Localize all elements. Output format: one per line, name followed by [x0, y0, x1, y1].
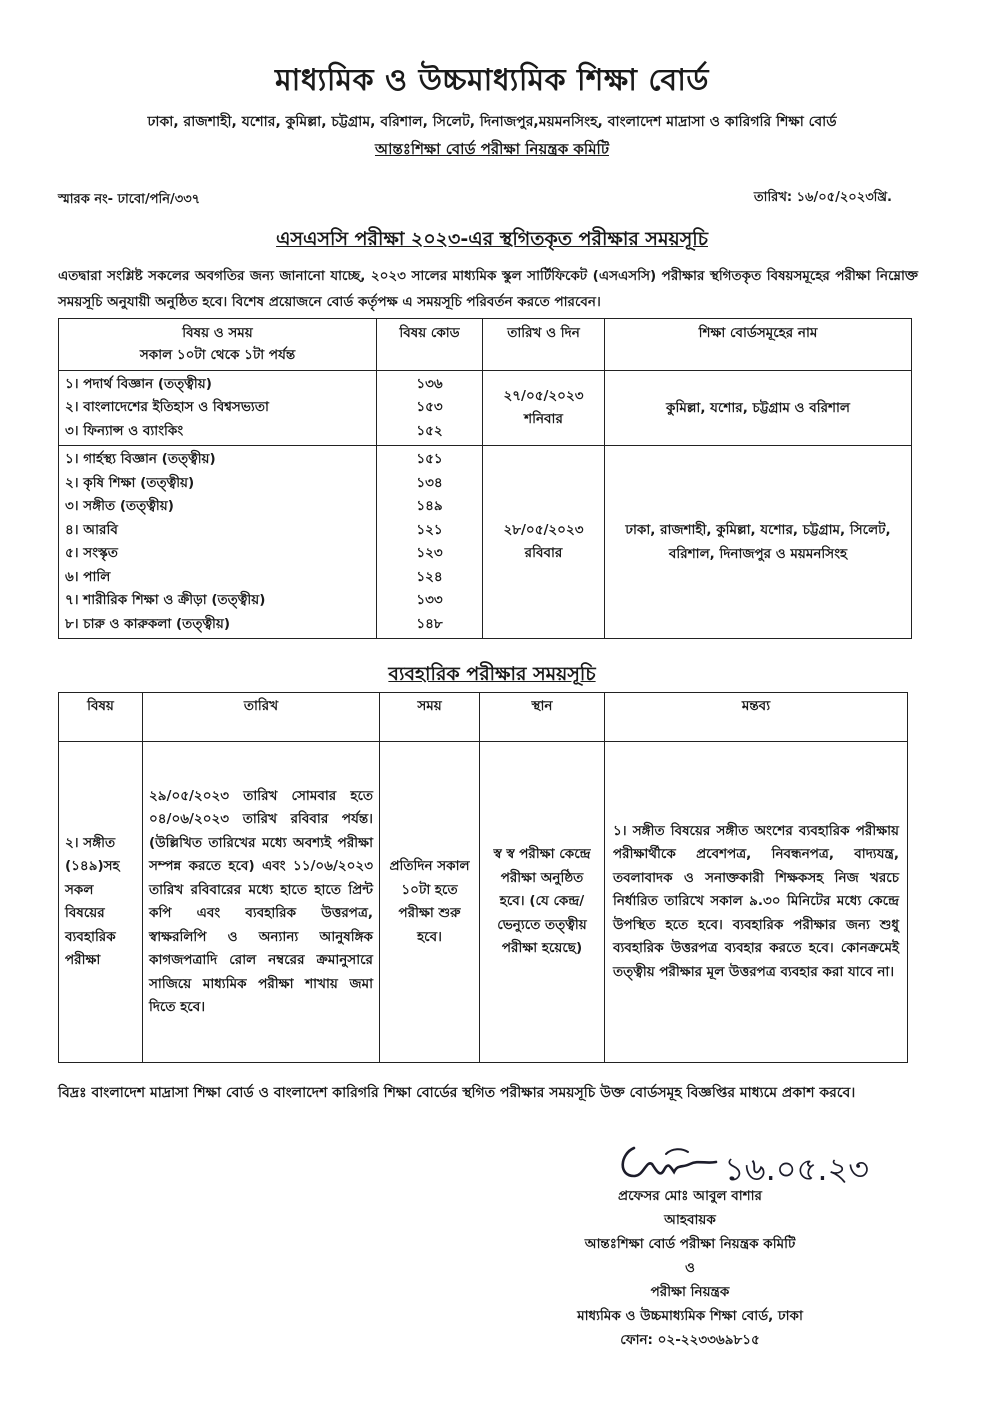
subject-item: ৬। পালি [65, 568, 111, 585]
schedule-row-2 [59, 446, 912, 639]
subject-item: ৩। সঙ্গীত (তত্ত্বীয়) [65, 498, 174, 514]
subject-code: ১৪৮ [416, 615, 443, 632]
schedule-row-1 [59, 371, 912, 446]
subject-item: ১। পদার্থ বিজ্ঞান (তত্ত্বীয়) [65, 375, 212, 392]
exam-date: ২৭/০৫/২০২৩ [503, 388, 584, 404]
header-remarks: মন্তব্য [605, 693, 908, 742]
subject-item: ৭। শারীরিক শিক্ষা ও ক্রীড়া (তত্ত্বীয়) [65, 592, 266, 608]
subject-item: ৩। ফিন্যান্স ও ব্যাংকিং [65, 422, 184, 439]
practical-schedule-table [58, 692, 908, 1063]
group1-subjects [59, 371, 377, 446]
exam-day: রবিবার [524, 545, 563, 561]
exam-day: শনিবার [524, 411, 563, 427]
practical-subject: ২। সঙ্গীত (১৪৯)সহ সকল বিষয়ের ব্যবহারিক পরীক্ষা [59, 742, 143, 1063]
signatory-and: ও [685, 1260, 695, 1276]
board-list: ঢাকা, রাজশাহী, যশোর, কুমিল্লা, চট্টগ্রাম, বরিশাল, সিলেট, দিনাজপুর,ময়মনসিংহ, বাংলাদেশ মাদ্রাসা ও কারিগরি শিক্ষা বোর্ড [147, 114, 837, 130]
practical-time: প্রতিদিন সকাল ১০টা হতে পরীক্ষা শুরু হবে। [380, 742, 480, 1063]
signatory-position: পরীক্ষা নিয়ন্ত্রক [650, 1284, 730, 1300]
notice-date: তারিখ: ১৬/০৫/২০২৩খ্রি. [753, 190, 892, 205]
group1-codes [377, 371, 483, 446]
subject-item: ১। গার্হস্থ্য বিজ্ঞান (তত্ত্বীয়) [65, 451, 216, 467]
group1-date-day [483, 371, 605, 446]
subject-code: ১৫২ [416, 422, 443, 439]
group2-subjects [59, 446, 377, 639]
header-subject-time: সকাল ১০টা থেকে ১টা পর্যন্ত [139, 347, 296, 363]
signature-block [430, 1184, 950, 1352]
subject-code: ১৩৬ [416, 375, 443, 392]
subject-item: ২। কৃষি শিক্ষা (তত্ত্বীয়) [65, 474, 195, 491]
practical-row [59, 742, 908, 1063]
practical-venue: স্ব স্ব পরীক্ষা কেন্দ্রে পরীক্ষা অনুষ্ঠিত হবে। (যে কেন্দ্র/ভেন্যুতে তত্ত্বীয় পরীক্ষা হয়েছে) [480, 742, 605, 1063]
subject-item: ৫। সংস্কৃত [65, 545, 118, 561]
header-subject [59, 319, 377, 371]
memo-number: স্মারক নং- ঢাবো/পনি/৩৩৭ [58, 192, 201, 207]
notice-intro: এতদ্বারা সংশ্লিষ্ট সকলের অবগতির জন্য জানানো যাচ্ছে, ২০২৩ সালের মাধ্যমিক স্কুল সার্টিফিকেট (এসএসসি) পরীক্ষার স্থগিতকৃত বিষয়সমূহের পরীক্ষা নিম্নোক্ত সময়সূচি অনুযায়ী অনুষ্ঠিত হবে। বিশেষ প্রয়োজনে বোর্ড কর্তৃপক্ষ এ সময়সূচি পরিবর্তন করতে পারবেন। [58, 268, 918, 310]
subject-code: ১৪৯ [416, 498, 443, 514]
group2-date-day [483, 446, 605, 639]
header-subject: বিষয় [59, 693, 143, 742]
subject-code: ১২১ [416, 521, 443, 538]
group2-boards: ঢাকা, রাজশাহী, কুমিল্লা, যশোর, চট্টগ্রাম, সিলেট, বরিশাল, দিনাজপুর ও ময়মনসিংহ [605, 446, 912, 639]
subject-code: ১২৪ [416, 568, 443, 585]
committee-name: আন্তঃশিক্ষা বোর্ড পরীক্ষা নিয়ন্ত্রক কমিটি [374, 140, 609, 158]
header-date-day: তারিখ ও দিন [483, 319, 605, 371]
practical-title: ব্যবহারিক পরীক্ষার সময়সূচি [388, 663, 596, 685]
signatory-phone: ফোন: ০২-২২৩৩৬৯৮১৫ [620, 1332, 760, 1348]
exam-date: ২৮/০৫/২০২৩ [503, 522, 584, 538]
header-subject-label: বিষয় ও সময় [182, 325, 253, 341]
schedule-header-row [59, 319, 912, 371]
group1-boards: কুমিল্লা, যশোর, চট্টগ্রাম ও বরিশাল [605, 371, 912, 446]
handwritten-signature [612, 1118, 912, 1188]
signatory-committee: আন্তঃশিক্ষা বোর্ড পরীক্ষা নিয়ন্ত্রক কমিটি [584, 1236, 796, 1252]
subject-code: ১৩৪ [416, 474, 443, 491]
header-date: তারিখ [143, 693, 380, 742]
subject-code: ১২৩ [416, 545, 443, 561]
signatory-office: মাধ্যমিক ও উচ্চমাধ্যমিক শিক্ষা বোর্ড, ঢাকা [577, 1308, 803, 1324]
group2-codes [377, 446, 483, 639]
exam-schedule-table [58, 318, 912, 639]
practical-remarks: ১। সঙ্গীত বিষয়ের সঙ্গীত অংশের ব্যবহারিক পরীক্ষায় পরীক্ষার্থীকে প্রবেশপত্র, নিবন্ধনপত্র, বাদ্যযন্ত্র, তবলাবাদক ও সনাক্তকারী শিক্ষকসহ নিজ খরচে নির্ধারিত তারিখে সকাল ৯.৩০ মিনিটের মধ্যে কেন্দ্রে উপস্থিত হতে হবে। ব্যবহারিক পরীক্ষার জন্য শুধু ব্যবহারিক উত্তরপত্র ব্যবহার করতে হবে। কোনক্রমেই তত্ত্বীয় পরীক্ষার মূল উত্তরপত্র ব্যবহার করা যাবে না। [605, 742, 908, 1063]
practical-header-row [59, 693, 908, 742]
header-boards: শিক্ষা বোর্ডসমূহের নাম [605, 319, 912, 371]
signature-date: ১৬.০৫.২৩ [724, 1150, 870, 1188]
header-time: সময় [380, 693, 480, 742]
header-venue: স্থান [480, 693, 605, 742]
board-title: মাধ্যমিক ও উচ্চমাধ্যমিক শিক্ষা বোর্ড [275, 63, 709, 98]
subject-item: ৮। চারু ও কারুকলা (তত্ত্বীয়) [65, 615, 231, 632]
subject-item: ২। বাংলাদেশের ইতিহাস ও বিশ্বসভ্যতা [65, 399, 269, 416]
footnote: বিদ্রঃ বাংলাদেশ মাদ্রাসা শিক্ষা বোর্ড ও বাংলাদেশ কারিগরি শিক্ষা বোর্ডের স্থগিত পরীক্ষার সময়সূচি উক্ত বোর্ডসমূহ বিজ্ঞপ্তির মাধ্যমে প্রকাশ করবে। [58, 1085, 856, 1101]
subject-code: ১৩৩ [416, 592, 443, 608]
subject-code: ১৫১ [416, 451, 443, 467]
signatory-name: প্রফেসর মোঃ আবুল বাশার [618, 1188, 762, 1204]
notice-title: এসএসসি পরীক্ষা ২০২৩-এর স্থগিতকৃত পরীক্ষার সময়সূচি [276, 228, 708, 250]
signatory-role: আহবায়ক [664, 1212, 716, 1228]
practical-date: ২৯/০৫/২০২৩ তারিখ সোমবার হতে ০৪/০৬/২০২৩ তারিখ রবিবার পর্যন্ত। (উল্লিখিত তারিখের মধ্যে অবশ্যই পরীক্ষা সম্পন্ন করতে হবে) এবং ১১/০৬/২০২৩ তারিখ রবিবারের মধ্যে হাতে হাতে প্রিন্ট কপি এবং ব্যবহারিক উত্তরপত্র, স্বাক্ষরলিপি ও অন্যান্য আনুষঙ্গিক কাগজপত্রাদি রোল নম্বরের ক্রমানুসারে সাজিয়ে মাধ্যমিক পরীক্ষা শাখায় জমা দিতে হবে। [143, 742, 380, 1063]
header-code: বিষয় কোড [377, 319, 483, 371]
subject-item: ৪। আরবি [65, 521, 118, 538]
subject-code: ১৫৩ [416, 399, 443, 416]
